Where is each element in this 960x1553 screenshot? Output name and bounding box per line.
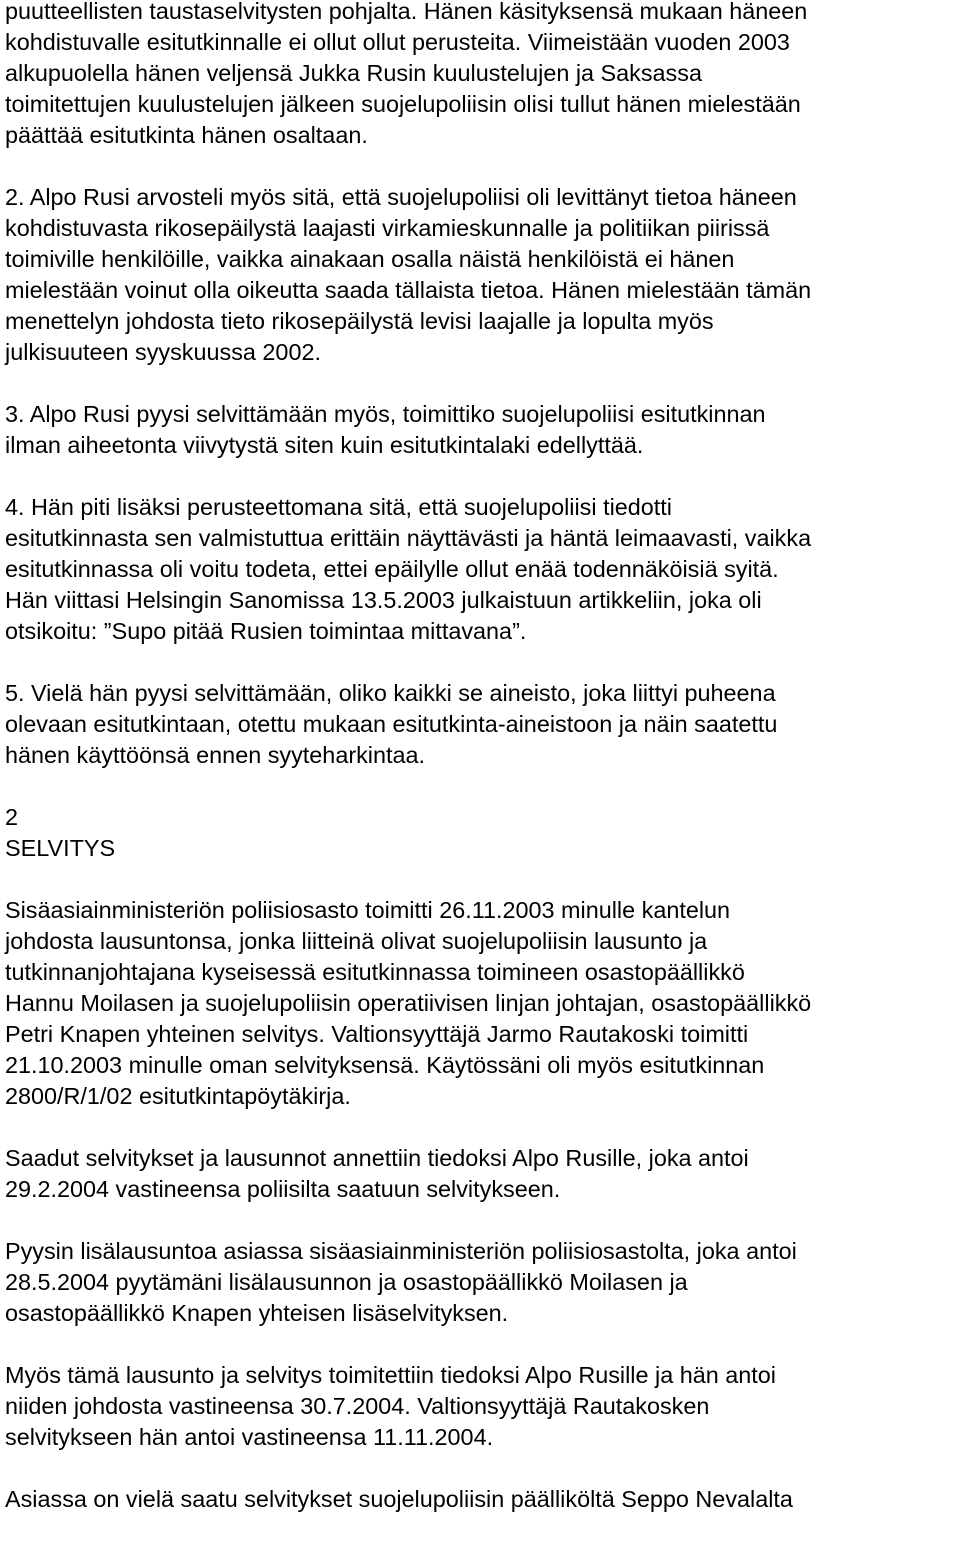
- paragraph-point-3: 3. Alpo Rusi pyysi selvittämään myös, toimittiko suojelupoliisi esitutkinnan ilman aiheetonta viivytystä siten kuin esitutkintalaki edellyttää.: [5, 401, 766, 458]
- section-title: SELVITYS: [5, 835, 116, 861]
- paragraph-point-5: 5. Vielä hän pyysi selvittämään, oliko kaikki se aineisto, joka liittyi puheena olevaan esitutkintaan, otettu mukaan esitutkinta-aineistoon ja näin saatettu hänen käyttöönsä ennen syyteharkintaa.: [5, 680, 778, 768]
- paragraph-supo-chief: Asiassa on vielä saatu selvitykset suojelupoliisin päälliköltä Seppo Nevalalta: [5, 1486, 793, 1512]
- paragraph-statements-received: Sisäasiainministeriön poliisiosasto toimitti 26.11.2003 minulle kantelun johdosta lausuntonsa, jonka liitteinä olivat suojelupoliisin lausunto ja tutkinnanjohtajana kyseisessä esitutkinnassa toimineen osastopäällikkö Hannu Moilasen ja suojelupoliisin operatiivisen linjan johtajan, osastopäällikkö Petri Knapen yhteinen selvitys. Valtionsyyttäjä Jarmo Rautakoski toimitti 21.10.2003 minulle oman selvityksensä. Käytössäni oli myös esitutkinnan 2800/R/1/02 esitutkintapöytäkirja.: [5, 897, 812, 1109]
- paragraph-point-4: 4. Hän piti lisäksi perusteettomana sitä, että suojelupoliisi tiedotti esitutkinnasta sen valmistuttua erittäin näyttävästi ja häntä leimaavasti, vaikka esitutkinnassa oli voitu todeta, ettei epäilylle ollut enää todennäköisiä syitä. Hän viittasi Helsingin Sanomissa 13.5.2003 julkaistuun artikkeliin, joka oli otsikoitu: ”Supo pitää Rusien toimintaa mittavana”.: [5, 494, 812, 644]
- paragraph-further-responses: Myös tämä lausunto ja selvitys toimitettiin tiedoksi Alpo Rusille ja hän antoi niiden johdosta vastineensa 30.7.2004. Valtionsyyttäjä Rautakosken selvitykseen hän antoi vastineensa 11.11.2004.: [5, 1362, 776, 1450]
- section-number: 2: [5, 804, 19, 830]
- document-page: [5, 0, 955, 1546]
- paragraph-additional-statement: Pyysin lisälausuntoa asiassa sisäasiainministeriön poliisiosastolta, joka antoi 28.5.2004 pyytämäni lisälausunnon ja osastopäällikkö Moilasen ja osastopäällikkö Knapen yhteisen lisäselvityksen.: [5, 1238, 797, 1326]
- paragraph-point-2: 2. Alpo Rusi arvosteli myös sitä, että suojelupoliisi oli levittänyt tietoa häneen kohdistuvasta rikosepäilystä laajasti virkamieskunnalle ja politiikan piirissä toimiville henkilöille, vaikka ainakaan osalla näistä henkilöistä ei hänen mielestään voinut olla oikeutta saada tällaista tietoa. Hänen mielestään tämän menettelyn johdosta tieto rikosepäilystä levisi laajalle ja lopulta myös julkisuuteen syyskuussa 2002.: [5, 184, 812, 365]
- paragraph-rusi-response: Saadut selvitykset ja lausunnot annettiin tiedoksi Alpo Rusille, joka antoi 29.2.2004 vastineensa poliisilta saatuun selvitykseen.: [5, 1145, 749, 1202]
- paragraph-intro-continuation: puutteellisten taustaselvitysten pohjalta. Hänen käsityksensä mukaan häneen kohdistuvalle esitutkinnalle ei ollut ollut perusteita. Viimeistään vuoden 2003 alkupuolella hänen veljensä Jukka Rusin kuulustelujen ja Saksassa toimitettujen kuulustelujen jälkeen suojelupoliisin olisi tullut hänen mielestään päättää esitutkinta hänen osaltaan.: [5, 0, 808, 148]
- section-heading: [5, 802, 955, 864]
